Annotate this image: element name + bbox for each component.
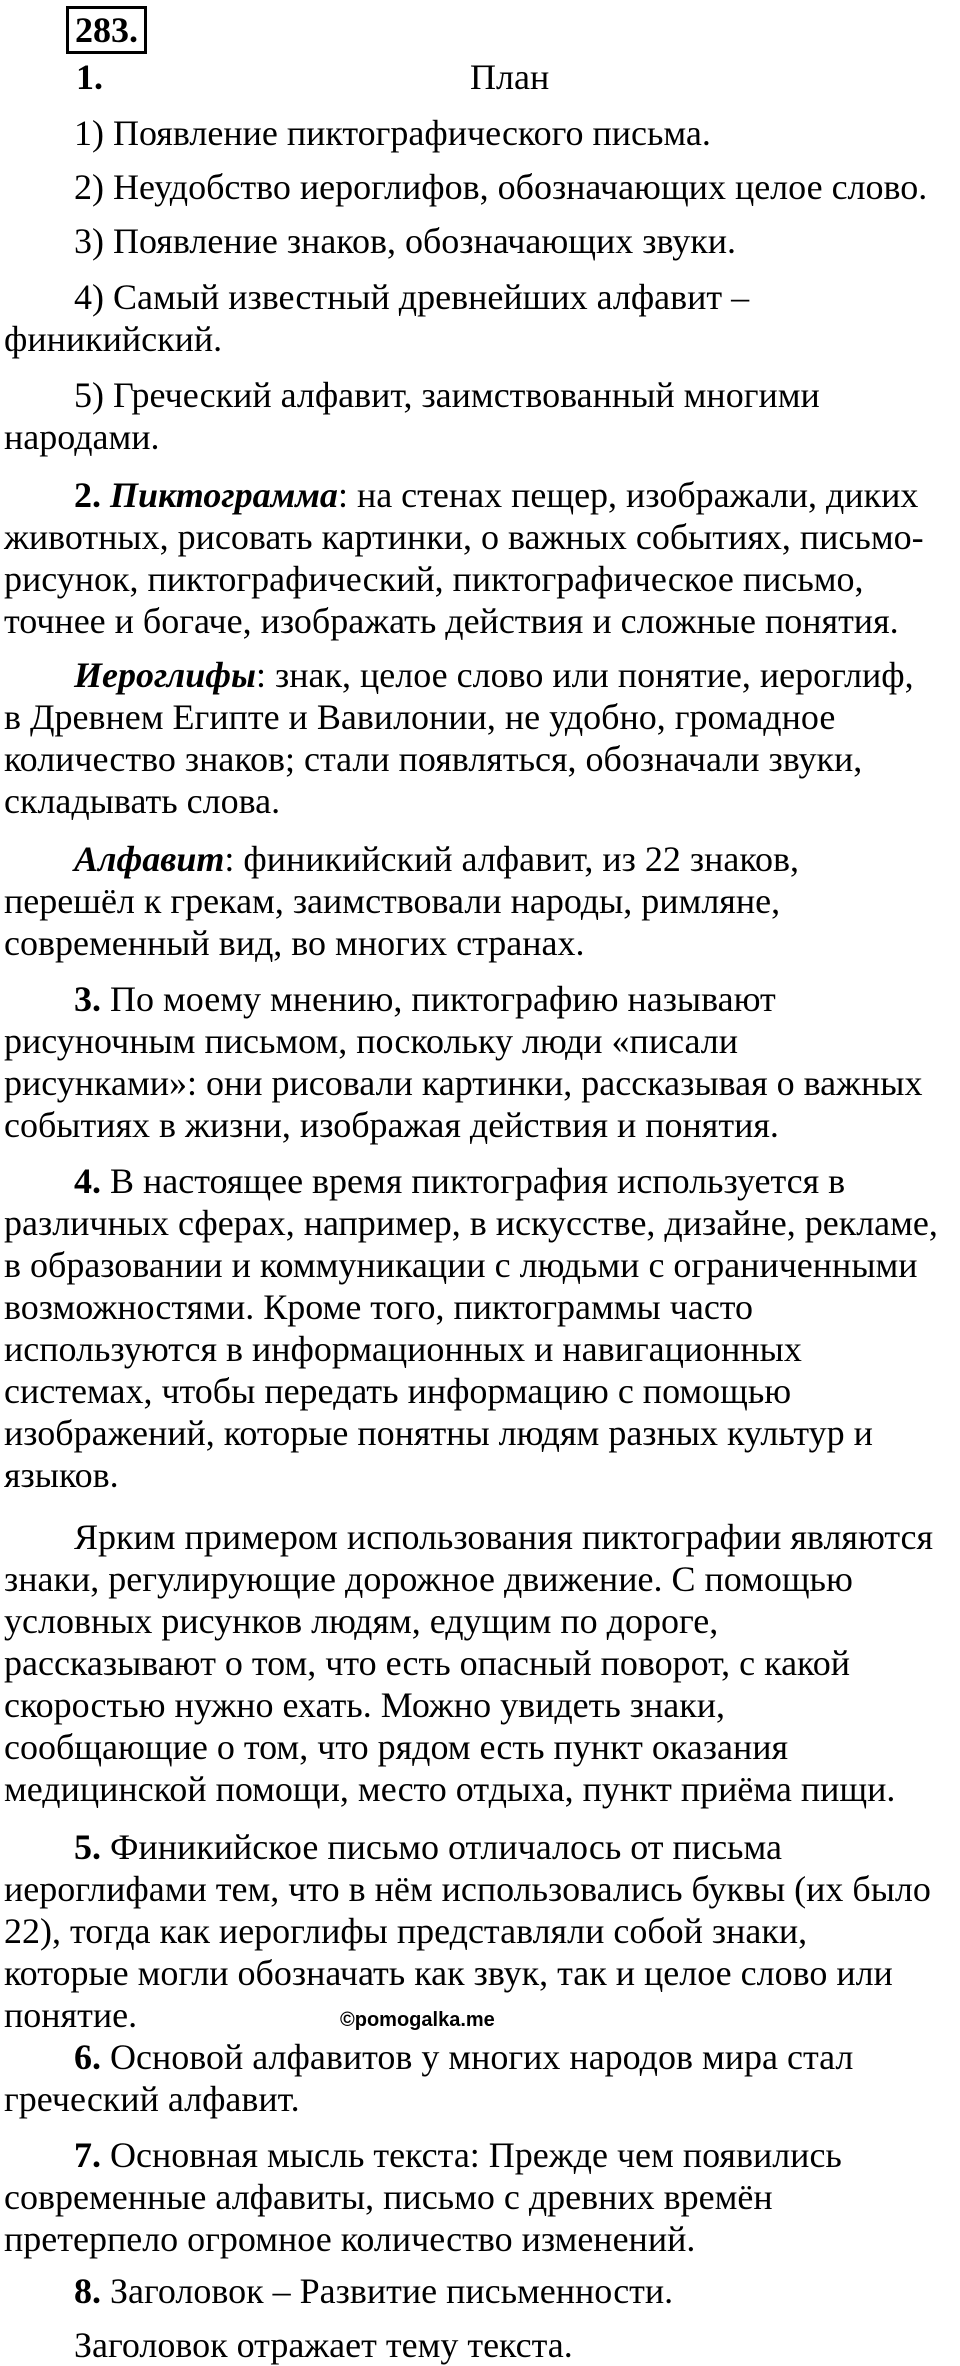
section-8: 8. Заголовок – Развитие письменности.: [74, 2271, 674, 2311]
section-2-alphabet: Алфавит: финикийский алфавит, из 22 знаков, перешёл к грекам, заимствовали народы, римляне, современный вид, во многих странах.: [4, 839, 799, 963]
section-8-number: 8.: [74, 2271, 101, 2311]
term-hieroglyphs: Иероглифы: [74, 655, 257, 695]
section-4-paragraph-2: Ярким примером использования пиктографии являются знаки, регулирующие дорожное движение. С помощью условных рисунков людям, едущим по дороге, рассказывают о том, что есть опасный поворот, с какой скоростью нужно ехать. Можно увидеть знаки, сообщающие о том, что рядом есть пункт оказания медицинской помощи, место отдыха, пункт приёма пищи.: [4, 1517, 934, 1809]
section-4: 4. В настоящее время пиктография используется в различных сферах, например, в искусстве, дизайне, рекламе, в образовании и коммуникации с людьми с ограниченными возможностями. Кроме того, пиктограммы часто используются в информационных и навигационных системах, чтобы передать информацию с помощью изображений, которые понятны людям разных культур и языков.: [4, 1161, 938, 1495]
section-6: 6. Основой алфавитов у многих народов мира стал греческий алфавит.: [4, 2037, 854, 2119]
section-2-number: 2.: [74, 475, 101, 515]
plan-item-2: 2) Неудобство иероглифов, обозначающих целое слово.: [74, 167, 928, 207]
watermark: ©pomogalka.me: [340, 2009, 495, 2031]
section-7-number: 7.: [74, 2135, 101, 2175]
plan-item-number: 1.: [76, 57, 103, 97]
section-2-pictogram: 2. Пиктограмма: на стенах пещер, изображали, диких животных, рисовать картинки, о важных событиях, письмо- рисунок, пиктографический, пиктографическое письмо, точнее и богаче, изображать действия и сложные понятия.: [4, 475, 924, 641]
section-8-paragraph-2: Заголовок отражает тему текста.: [74, 2325, 573, 2365]
section-5: 5. Финикийское письмо отличалось от письма иероглифами тем, что в нём использовались буквы (их было 22), тогда как иероглифы представляли собой знаки, которые могли обозначать как звук, так и целое слово или понятие.: [4, 1827, 931, 2035]
section-3: 3. По моему мнению, пиктографию называют рисуночным письмом, поскольку люди «писали рисунками»: они рисовали картинки, рассказывая о важных событиях в жизни, изображая действия и понятия.: [4, 979, 923, 1145]
section-7: 7. Основная мысль текста: Прежде чем появились современные алфавиты, письмо с древних времён претерпело огромное количество изменений.: [4, 2135, 842, 2259]
section-5-number: 5.: [74, 1827, 101, 1867]
plan-item-3: 3) Появление знаков, обозначающих звуки.: [74, 221, 737, 261]
plan-header: [70, 56, 950, 98]
term-pictogram: Пиктограмма: [110, 475, 338, 515]
section-4-number: 4.: [74, 1161, 101, 1201]
section-2-hieroglyphs: Иероглифы: знак, целое слово или понятие, иероглиф, в Древнем Египте и Вавилонии, не удобно, громадное количество знаков; стали появляться, обозначали звуки, складывать слова.: [4, 655, 914, 821]
plan-title: План: [470, 57, 550, 97]
plan-item-4: 4) Самый известный древнейших алфавит – финикийский.: [4, 277, 750, 359]
plan-item-1: 1) Появление пиктографического письма.: [74, 113, 711, 153]
plan-item-5: 5) Греческий алфавит, заимствованный многими народами.: [4, 375, 820, 457]
task-number: 283.: [66, 6, 147, 54]
term-alphabet: Алфавит: [74, 839, 225, 879]
section-6-number: 6.: [74, 2037, 101, 2077]
section-3-number: 3.: [74, 979, 101, 1019]
